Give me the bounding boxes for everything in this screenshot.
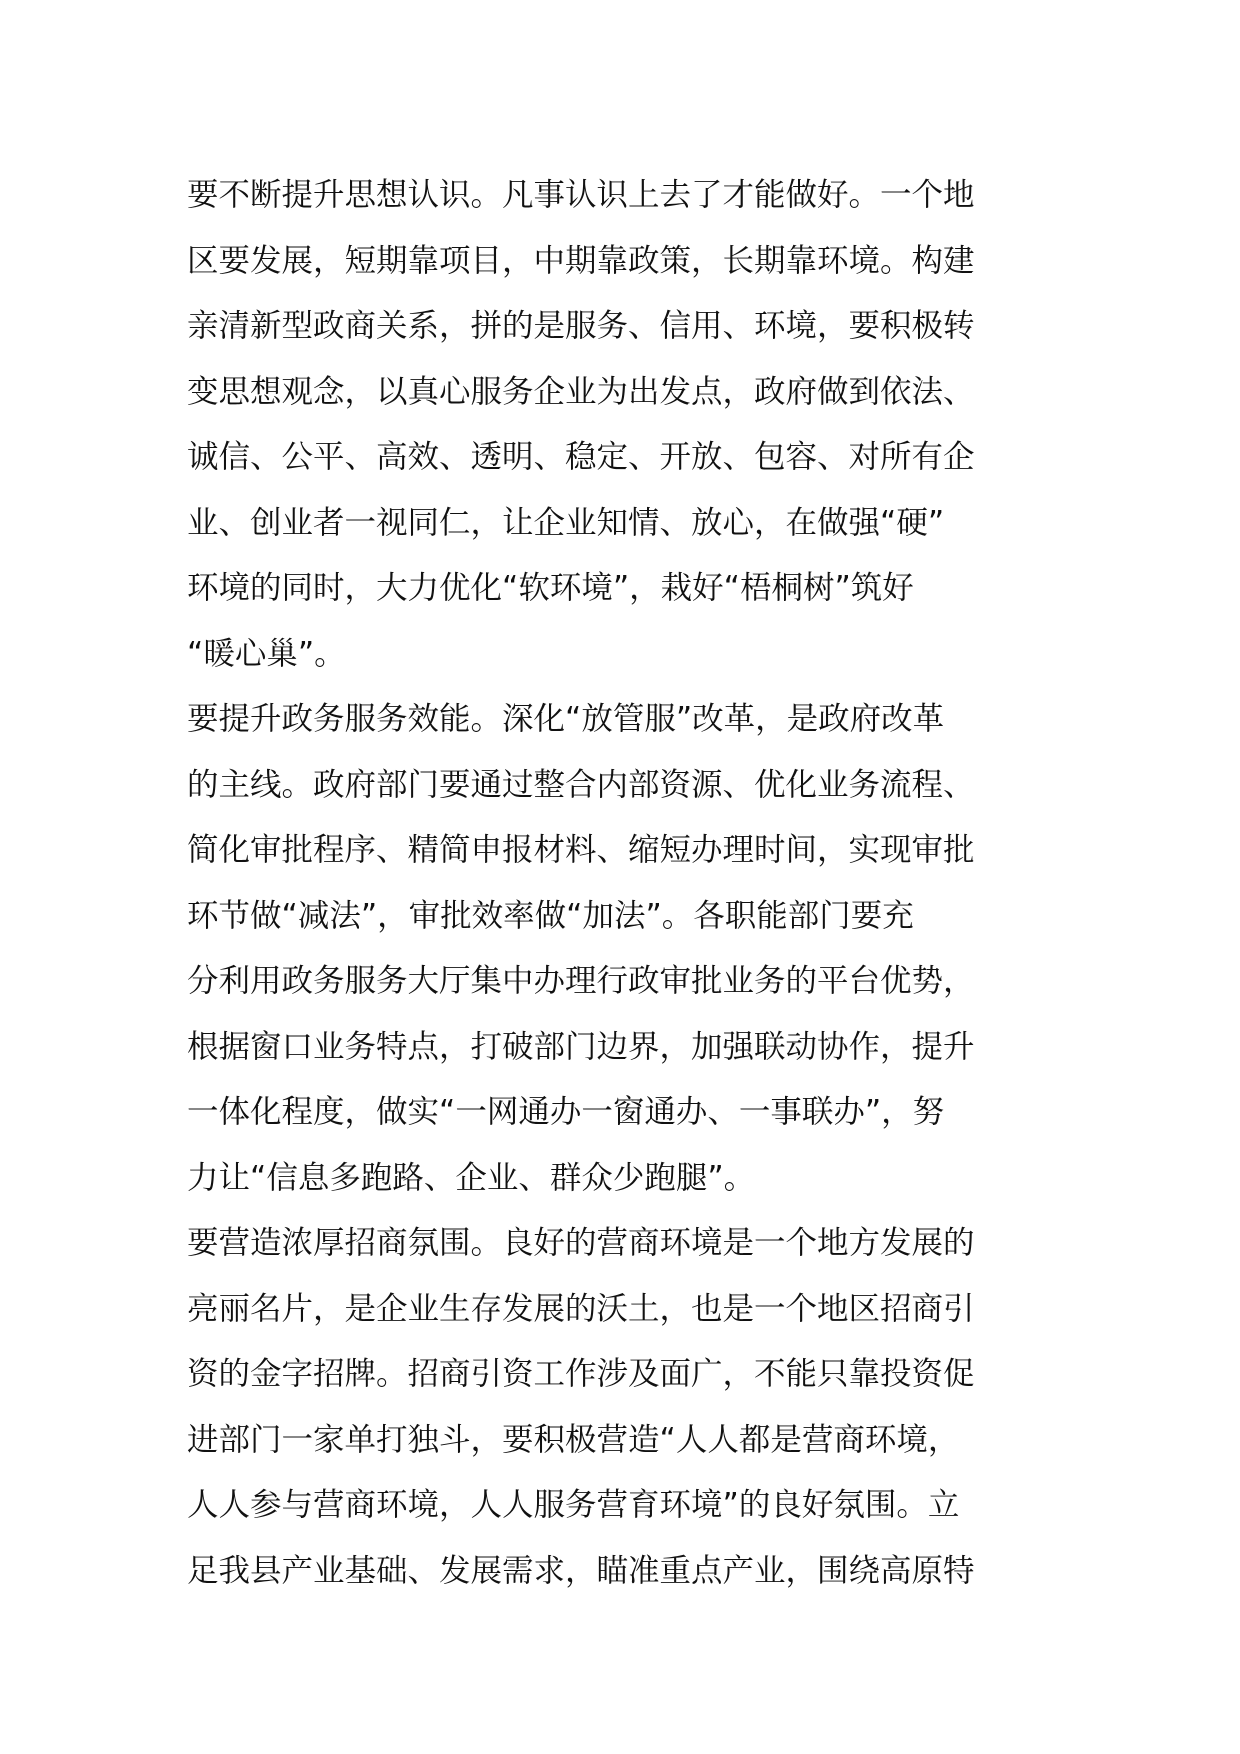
text-line: 要不断提升思想认识。凡事认识上去了才能做好。一个地 — [187, 177, 975, 213]
text-line: 环境的同时，大力优化“软环境”，栽好“梧桐树”筑好 — [187, 570, 914, 606]
text-line: “暖心巢”。 — [187, 635, 346, 672]
text-line: 要提升政务服务效能。深化“放管服”改革，是政府改革 — [187, 701, 945, 737]
text-line: 力让“信息多跑路、企业、群众少跑腿”。 — [187, 1159, 756, 1196]
text-line: 诚信、公平、高效、透明、稳定、开放、包容、对所有企 — [187, 439, 975, 475]
document-body — [187, 163, 1057, 1604]
text-line: 人人参与营商环境，人人服务营育环境”的良好氛围。立 — [187, 1487, 960, 1523]
text-line: 资的金字招牌。招商引资工作涉及面广，不能只靠投资促 — [187, 1356, 975, 1392]
text-line: 一体化程度，做实“一网通办一窗通办、一事联办”，努 — [187, 1094, 945, 1130]
text-line: 变思想观念，以真心服务企业为出发点，政府做到依法、 — [187, 373, 975, 410]
text-line: 环节做“减法”，审批效率做“加法”。各职能部门要充 — [187, 897, 914, 934]
text-line: 足我县产业基础、发展需求，瞄准重点产业，围绕高原特 — [187, 1552, 975, 1589]
text-line: 亮丽名片，是企业生存发展的沃土，也是一个地区招商引 — [187, 1290, 975, 1327]
text-line: 区要发展，短期靠项目，中期靠政策，长期靠环境。构建 — [187, 242, 975, 279]
text-line: 要营造浓厚招商氛围。良好的营商环境是一个地方发展的 — [187, 1225, 975, 1261]
text-line: 业、创业者一视同仁，让企业知情、放心，在做强“硬” — [187, 504, 945, 541]
text-line: 进部门一家单打独斗，要积极营造“人人都是营商环境， — [187, 1421, 960, 1458]
text-line: 根据窗口业务特点，打破部门边界，加强联动协作，提升 — [187, 1028, 975, 1065]
text-line: 亲清新型政商关系，拼的是服务、信用、环境，要积极转 — [187, 308, 975, 344]
text-line: 分利用政务服务大厅集中办理行政审批业务的平台优势， — [187, 963, 975, 999]
text-line: 简化审批程序、精简申报材料、缩短办理时间，实现审批 — [187, 832, 975, 868]
text-line: 的主线。政府部门要通过整合内部资源、优化业务流程、 — [187, 766, 975, 803]
